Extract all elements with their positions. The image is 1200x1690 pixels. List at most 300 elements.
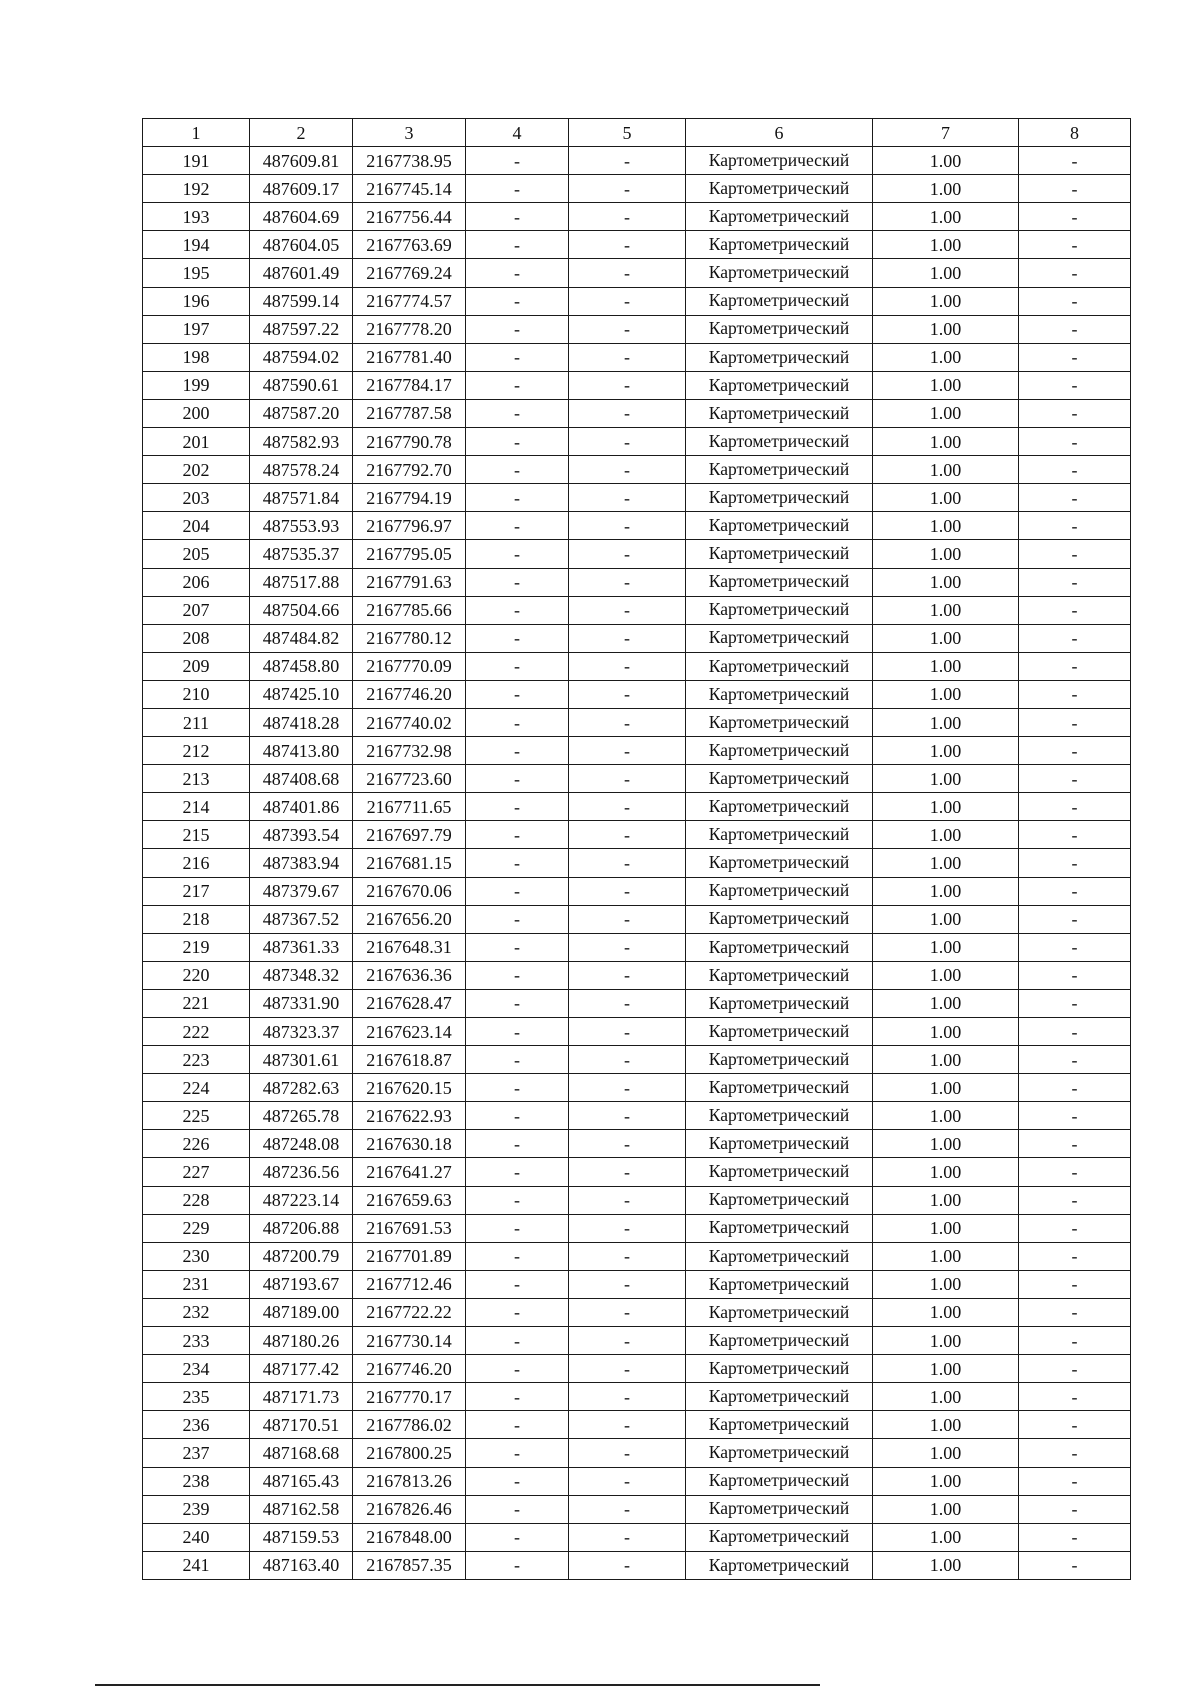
point-number-cell: 191 xyxy=(143,147,250,175)
col-4-value-cell: - xyxy=(466,1270,569,1298)
col-5-value-cell: - xyxy=(569,708,686,736)
method-cell: Картометрический xyxy=(686,1270,873,1298)
x-coordinate-cell: 487177.42 xyxy=(250,1355,353,1383)
table-row xyxy=(143,1214,1131,1242)
col-4-value-cell: - xyxy=(466,1298,569,1326)
table-row xyxy=(143,568,1131,596)
x-coordinate-cell: 487193.67 xyxy=(250,1270,353,1298)
col-8-value-cell: - xyxy=(1019,989,1131,1017)
y-coordinate-cell: 2167857.35 xyxy=(353,1551,466,1579)
y-coordinate-cell: 2167787.58 xyxy=(353,399,466,427)
point-number-cell: 195 xyxy=(143,259,250,287)
col-4-value-cell: - xyxy=(466,1495,569,1523)
col-8-value-cell: - xyxy=(1019,231,1131,259)
accuracy-cell: 1.00 xyxy=(873,849,1019,877)
accuracy-cell: 1.00 xyxy=(873,989,1019,1017)
table-row xyxy=(143,1270,1131,1298)
x-coordinate-cell: 487604.69 xyxy=(250,203,353,231)
col-5-value-cell: - xyxy=(569,1130,686,1158)
y-coordinate-cell: 2167800.25 xyxy=(353,1439,466,1467)
bottom-divider xyxy=(95,1684,820,1686)
method-cell: Картометрический xyxy=(686,1046,873,1074)
method-cell: Картометрический xyxy=(686,568,873,596)
accuracy-cell: 1.00 xyxy=(873,1214,1019,1242)
point-number-cell: 232 xyxy=(143,1298,250,1326)
accuracy-cell: 1.00 xyxy=(873,1270,1019,1298)
table-row xyxy=(143,512,1131,540)
x-coordinate-cell: 487587.20 xyxy=(250,399,353,427)
y-coordinate-cell: 2167620.15 xyxy=(353,1074,466,1102)
col-4-value-cell: - xyxy=(466,1102,569,1130)
point-number-cell: 223 xyxy=(143,1046,250,1074)
col-8-value-cell: - xyxy=(1019,1074,1131,1102)
col-4-value-cell: - xyxy=(466,1523,569,1551)
x-coordinate-cell: 487413.80 xyxy=(250,737,353,765)
col-5-value-cell: - xyxy=(569,1242,686,1270)
method-cell: Картометрический xyxy=(686,371,873,399)
header-cell-3: 3 xyxy=(353,119,466,147)
table-row xyxy=(143,1383,1131,1411)
col-8-value-cell: - xyxy=(1019,540,1131,568)
table-row xyxy=(143,1467,1131,1495)
method-cell: Картометрический xyxy=(686,680,873,708)
accuracy-cell: 1.00 xyxy=(873,540,1019,568)
col-4-value-cell: - xyxy=(466,596,569,624)
col-8-value-cell: - xyxy=(1019,1186,1131,1214)
x-coordinate-cell: 487458.80 xyxy=(250,652,353,680)
header-row xyxy=(143,119,1131,147)
col-5-value-cell: - xyxy=(569,512,686,540)
col-4-value-cell: - xyxy=(466,1158,569,1186)
col-5-value-cell: - xyxy=(569,961,686,989)
col-5-value-cell: - xyxy=(569,680,686,708)
col-8-value-cell: - xyxy=(1019,484,1131,512)
col-5-value-cell: - xyxy=(569,849,686,877)
col-8-value-cell: - xyxy=(1019,1270,1131,1298)
table-row xyxy=(143,737,1131,765)
x-coordinate-cell: 487223.14 xyxy=(250,1186,353,1214)
col-4-value-cell: - xyxy=(466,484,569,512)
x-coordinate-cell: 487331.90 xyxy=(250,989,353,1017)
point-number-cell: 210 xyxy=(143,680,250,708)
x-coordinate-cell: 487367.52 xyxy=(250,905,353,933)
col-8-value-cell: - xyxy=(1019,1102,1131,1130)
accuracy-cell: 1.00 xyxy=(873,1551,1019,1579)
col-4-value-cell: - xyxy=(466,1551,569,1579)
col-5-value-cell: - xyxy=(569,343,686,371)
method-cell: Картометрический xyxy=(686,1130,873,1158)
x-coordinate-cell: 487504.66 xyxy=(250,596,353,624)
accuracy-cell: 1.00 xyxy=(873,1439,1019,1467)
accuracy-cell: 1.00 xyxy=(873,568,1019,596)
accuracy-cell: 1.00 xyxy=(873,1327,1019,1355)
col-4-value-cell: - xyxy=(466,428,569,456)
method-cell: Картометрический xyxy=(686,961,873,989)
accuracy-cell: 1.00 xyxy=(873,624,1019,652)
method-cell: Картометрический xyxy=(686,315,873,343)
method-cell: Картометрический xyxy=(686,259,873,287)
accuracy-cell: 1.00 xyxy=(873,1355,1019,1383)
y-coordinate-cell: 2167711.65 xyxy=(353,793,466,821)
col-8-value-cell: - xyxy=(1019,849,1131,877)
header-cell-7: 7 xyxy=(873,119,1019,147)
y-coordinate-cell: 2167770.17 xyxy=(353,1383,466,1411)
method-cell: Картометрический xyxy=(686,905,873,933)
point-number-cell: 231 xyxy=(143,1270,250,1298)
col-5-value-cell: - xyxy=(569,1270,686,1298)
y-coordinate-cell: 2167659.63 xyxy=(353,1186,466,1214)
table-row xyxy=(143,371,1131,399)
col-5-value-cell: - xyxy=(569,793,686,821)
col-4-value-cell: - xyxy=(466,849,569,877)
col-5-value-cell: - xyxy=(569,989,686,1017)
col-5-value-cell: - xyxy=(569,1327,686,1355)
col-8-value-cell: - xyxy=(1019,1130,1131,1158)
col-8-value-cell: - xyxy=(1019,1439,1131,1467)
y-coordinate-cell: 2167697.79 xyxy=(353,821,466,849)
method-cell: Картометрический xyxy=(686,1355,873,1383)
point-number-cell: 212 xyxy=(143,737,250,765)
y-coordinate-cell: 2167813.26 xyxy=(353,1467,466,1495)
col-4-value-cell: - xyxy=(466,1214,569,1242)
col-4-value-cell: - xyxy=(466,175,569,203)
x-coordinate-cell: 487590.61 xyxy=(250,371,353,399)
col-8-value-cell: - xyxy=(1019,315,1131,343)
table-row xyxy=(143,1130,1131,1158)
accuracy-cell: 1.00 xyxy=(873,821,1019,849)
accuracy-cell: 1.00 xyxy=(873,287,1019,315)
header-cell-2: 2 xyxy=(250,119,353,147)
col-8-value-cell: - xyxy=(1019,1327,1131,1355)
y-coordinate-cell: 2167656.20 xyxy=(353,905,466,933)
col-4-value-cell: - xyxy=(466,1411,569,1439)
x-coordinate-cell: 487180.26 xyxy=(250,1327,353,1355)
col-8-value-cell: - xyxy=(1019,1411,1131,1439)
x-coordinate-cell: 487553.93 xyxy=(250,512,353,540)
table-row xyxy=(143,793,1131,821)
y-coordinate-cell: 2167670.06 xyxy=(353,877,466,905)
method-cell: Картометрический xyxy=(686,1102,873,1130)
x-coordinate-cell: 487323.37 xyxy=(250,1018,353,1046)
accuracy-cell: 1.00 xyxy=(873,1411,1019,1439)
x-coordinate-cell: 487301.61 xyxy=(250,1046,353,1074)
y-coordinate-cell: 2167630.18 xyxy=(353,1130,466,1158)
point-number-cell: 235 xyxy=(143,1383,250,1411)
col-4-value-cell: - xyxy=(466,1242,569,1270)
point-number-cell: 220 xyxy=(143,961,250,989)
point-number-cell: 205 xyxy=(143,540,250,568)
table-row xyxy=(143,484,1131,512)
x-coordinate-cell: 487189.00 xyxy=(250,1298,353,1326)
col-5-value-cell: - xyxy=(569,175,686,203)
accuracy-cell: 1.00 xyxy=(873,1158,1019,1186)
x-coordinate-cell: 487383.94 xyxy=(250,849,353,877)
y-coordinate-cell: 2167723.60 xyxy=(353,765,466,793)
col-4-value-cell: - xyxy=(466,737,569,765)
point-number-cell: 203 xyxy=(143,484,250,512)
col-4-value-cell: - xyxy=(466,1074,569,1102)
y-coordinate-cell: 2167641.27 xyxy=(353,1158,466,1186)
point-number-cell: 207 xyxy=(143,596,250,624)
x-coordinate-cell: 487379.67 xyxy=(250,877,353,905)
method-cell: Картометрический xyxy=(686,708,873,736)
point-number-cell: 194 xyxy=(143,231,250,259)
col-8-value-cell: - xyxy=(1019,147,1131,175)
col-8-value-cell: - xyxy=(1019,371,1131,399)
col-4-value-cell: - xyxy=(466,765,569,793)
x-coordinate-cell: 487162.58 xyxy=(250,1495,353,1523)
accuracy-cell: 1.00 xyxy=(873,905,1019,933)
col-5-value-cell: - xyxy=(569,1046,686,1074)
table-row xyxy=(143,1439,1131,1467)
y-coordinate-cell: 2167746.20 xyxy=(353,1355,466,1383)
col-8-value-cell: - xyxy=(1019,1046,1131,1074)
method-cell: Картометрический xyxy=(686,849,873,877)
col-8-value-cell: - xyxy=(1019,175,1131,203)
point-number-cell: 201 xyxy=(143,428,250,456)
col-5-value-cell: - xyxy=(569,259,686,287)
table-row xyxy=(143,624,1131,652)
y-coordinate-cell: 2167774.57 xyxy=(353,287,466,315)
y-coordinate-cell: 2167712.46 xyxy=(353,1270,466,1298)
col-8-value-cell: - xyxy=(1019,821,1131,849)
accuracy-cell: 1.00 xyxy=(873,708,1019,736)
col-4-value-cell: - xyxy=(466,1327,569,1355)
y-coordinate-cell: 2167738.95 xyxy=(353,147,466,175)
method-cell: Картометрический xyxy=(686,821,873,849)
point-number-cell: 230 xyxy=(143,1242,250,1270)
method-cell: Картометрический xyxy=(686,1074,873,1102)
col-5-value-cell: - xyxy=(569,203,686,231)
col-8-value-cell: - xyxy=(1019,1523,1131,1551)
method-cell: Картометрический xyxy=(686,596,873,624)
y-coordinate-cell: 2167628.47 xyxy=(353,989,466,1017)
y-coordinate-cell: 2167732.98 xyxy=(353,737,466,765)
x-coordinate-cell: 487393.54 xyxy=(250,821,353,849)
method-cell: Картометрический xyxy=(686,343,873,371)
col-4-value-cell: - xyxy=(466,540,569,568)
method-cell: Картометрический xyxy=(686,989,873,1017)
point-number-cell: 229 xyxy=(143,1214,250,1242)
col-8-value-cell: - xyxy=(1019,680,1131,708)
x-coordinate-cell: 487401.86 xyxy=(250,793,353,821)
y-coordinate-cell: 2167691.53 xyxy=(353,1214,466,1242)
x-coordinate-cell: 487265.78 xyxy=(250,1102,353,1130)
col-5-value-cell: - xyxy=(569,147,686,175)
point-number-cell: 226 xyxy=(143,1130,250,1158)
method-cell: Картометрический xyxy=(686,1495,873,1523)
col-8-value-cell: - xyxy=(1019,737,1131,765)
y-coordinate-cell: 2167769.24 xyxy=(353,259,466,287)
accuracy-cell: 1.00 xyxy=(873,399,1019,427)
point-number-cell: 221 xyxy=(143,989,250,1017)
method-cell: Картометрический xyxy=(686,147,873,175)
accuracy-cell: 1.00 xyxy=(873,147,1019,175)
col-5-value-cell: - xyxy=(569,1551,686,1579)
accuracy-cell: 1.00 xyxy=(873,933,1019,961)
point-number-cell: 228 xyxy=(143,1186,250,1214)
header-cell-5: 5 xyxy=(569,119,686,147)
col-5-value-cell: - xyxy=(569,1214,686,1242)
table-row xyxy=(143,905,1131,933)
col-8-value-cell: - xyxy=(1019,1158,1131,1186)
x-coordinate-cell: 487163.40 xyxy=(250,1551,353,1579)
accuracy-cell: 1.00 xyxy=(873,343,1019,371)
col-4-value-cell: - xyxy=(466,1130,569,1158)
method-cell: Картометрический xyxy=(686,399,873,427)
col-5-value-cell: - xyxy=(569,1383,686,1411)
col-8-value-cell: - xyxy=(1019,1467,1131,1495)
x-coordinate-cell: 487165.43 xyxy=(250,1467,353,1495)
accuracy-cell: 1.00 xyxy=(873,512,1019,540)
table-row xyxy=(143,287,1131,315)
table-row xyxy=(143,1523,1131,1551)
y-coordinate-cell: 2167780.12 xyxy=(353,624,466,652)
x-coordinate-cell: 487361.33 xyxy=(250,933,353,961)
table-row xyxy=(143,933,1131,961)
y-coordinate-cell: 2167636.36 xyxy=(353,961,466,989)
y-coordinate-cell: 2167784.17 xyxy=(353,371,466,399)
col-5-value-cell: - xyxy=(569,1439,686,1467)
method-cell: Картометрический xyxy=(686,1467,873,1495)
accuracy-cell: 1.00 xyxy=(873,680,1019,708)
method-cell: Картометрический xyxy=(686,428,873,456)
method-cell: Картометрический xyxy=(686,1383,873,1411)
accuracy-cell: 1.00 xyxy=(873,456,1019,484)
x-coordinate-cell: 487418.28 xyxy=(250,708,353,736)
point-number-cell: 234 xyxy=(143,1355,250,1383)
x-coordinate-cell: 487599.14 xyxy=(250,287,353,315)
y-coordinate-cell: 2167791.63 xyxy=(353,568,466,596)
y-coordinate-cell: 2167730.14 xyxy=(353,1327,466,1355)
x-coordinate-cell: 487170.51 xyxy=(250,1411,353,1439)
table-row xyxy=(143,1242,1131,1270)
col-4-value-cell: - xyxy=(466,456,569,484)
table-row xyxy=(143,399,1131,427)
point-number-cell: 218 xyxy=(143,905,250,933)
accuracy-cell: 1.00 xyxy=(873,175,1019,203)
col-4-value-cell: - xyxy=(466,793,569,821)
y-coordinate-cell: 2167681.15 xyxy=(353,849,466,877)
method-cell: Картометрический xyxy=(686,1214,873,1242)
table-row xyxy=(143,961,1131,989)
point-number-cell: 224 xyxy=(143,1074,250,1102)
x-coordinate-cell: 487159.53 xyxy=(250,1523,353,1551)
x-coordinate-cell: 487348.32 xyxy=(250,961,353,989)
y-coordinate-cell: 2167622.93 xyxy=(353,1102,466,1130)
x-coordinate-cell: 487582.93 xyxy=(250,428,353,456)
accuracy-cell: 1.00 xyxy=(873,1130,1019,1158)
point-number-cell: 199 xyxy=(143,371,250,399)
col-8-value-cell: - xyxy=(1019,287,1131,315)
col-4-value-cell: - xyxy=(466,933,569,961)
col-5-value-cell: - xyxy=(569,652,686,680)
point-number-cell: 193 xyxy=(143,203,250,231)
col-8-value-cell: - xyxy=(1019,456,1131,484)
col-8-value-cell: - xyxy=(1019,1355,1131,1383)
col-8-value-cell: - xyxy=(1019,259,1131,287)
accuracy-cell: 1.00 xyxy=(873,652,1019,680)
col-4-value-cell: - xyxy=(466,624,569,652)
point-number-cell: 241 xyxy=(143,1551,250,1579)
x-coordinate-cell: 487171.73 xyxy=(250,1383,353,1411)
col-4-value-cell: - xyxy=(466,315,569,343)
col-4-value-cell: - xyxy=(466,905,569,933)
method-cell: Картометрический xyxy=(686,1018,873,1046)
table-row xyxy=(143,343,1131,371)
col-4-value-cell: - xyxy=(466,989,569,1017)
header-cell-6: 6 xyxy=(686,119,873,147)
method-cell: Картометрический xyxy=(686,540,873,568)
col-4-value-cell: - xyxy=(466,1046,569,1074)
point-number-cell: 237 xyxy=(143,1439,250,1467)
y-coordinate-cell: 2167785.66 xyxy=(353,596,466,624)
y-coordinate-cell: 2167770.09 xyxy=(353,652,466,680)
accuracy-cell: 1.00 xyxy=(873,1074,1019,1102)
table-row xyxy=(143,1046,1131,1074)
table-row xyxy=(143,456,1131,484)
x-coordinate-cell: 487609.81 xyxy=(250,147,353,175)
accuracy-cell: 1.00 xyxy=(873,203,1019,231)
col-4-value-cell: - xyxy=(466,287,569,315)
table-row xyxy=(143,428,1131,456)
table-row xyxy=(143,680,1131,708)
y-coordinate-cell: 2167790.78 xyxy=(353,428,466,456)
col-5-value-cell: - xyxy=(569,1355,686,1383)
method-cell: Картометрический xyxy=(686,737,873,765)
col-8-value-cell: - xyxy=(1019,512,1131,540)
y-coordinate-cell: 2167781.40 xyxy=(353,343,466,371)
table-row xyxy=(143,1495,1131,1523)
point-number-cell: 238 xyxy=(143,1467,250,1495)
accuracy-cell: 1.00 xyxy=(873,1467,1019,1495)
point-number-cell: 196 xyxy=(143,287,250,315)
col-4-value-cell: - xyxy=(466,512,569,540)
col-4-value-cell: - xyxy=(466,399,569,427)
col-5-value-cell: - xyxy=(569,1102,686,1130)
col-5-value-cell: - xyxy=(569,596,686,624)
col-5-value-cell: - xyxy=(569,877,686,905)
col-8-value-cell: - xyxy=(1019,343,1131,371)
method-cell: Картометрический xyxy=(686,1411,873,1439)
y-coordinate-cell: 2167763.69 xyxy=(353,231,466,259)
method-cell: Картометрический xyxy=(686,1327,873,1355)
col-8-value-cell: - xyxy=(1019,933,1131,961)
col-5-value-cell: - xyxy=(569,540,686,568)
accuracy-cell: 1.00 xyxy=(873,765,1019,793)
col-5-value-cell: - xyxy=(569,315,686,343)
accuracy-cell: 1.00 xyxy=(873,877,1019,905)
col-5-value-cell: - xyxy=(569,371,686,399)
method-cell: Картометрический xyxy=(686,231,873,259)
point-number-cell: 211 xyxy=(143,708,250,736)
table-row xyxy=(143,315,1131,343)
accuracy-cell: 1.00 xyxy=(873,231,1019,259)
point-number-cell: 217 xyxy=(143,877,250,905)
table-row xyxy=(143,1074,1131,1102)
header-cell-1: 1 xyxy=(143,119,250,147)
col-5-value-cell: - xyxy=(569,1495,686,1523)
method-cell: Картометрический xyxy=(686,652,873,680)
x-coordinate-cell: 487597.22 xyxy=(250,315,353,343)
y-coordinate-cell: 2167778.20 xyxy=(353,315,466,343)
table-row xyxy=(143,540,1131,568)
col-8-value-cell: - xyxy=(1019,765,1131,793)
x-coordinate-cell: 487517.88 xyxy=(250,568,353,596)
col-4-value-cell: - xyxy=(466,652,569,680)
accuracy-cell: 1.00 xyxy=(873,793,1019,821)
point-number-cell: 198 xyxy=(143,343,250,371)
